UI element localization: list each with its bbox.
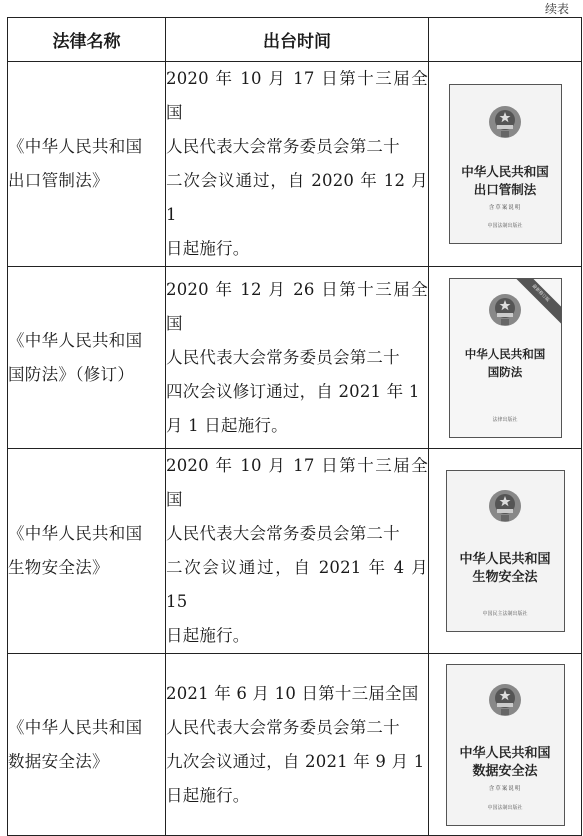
table-row (8, 267, 582, 449)
national-emblem-icon (488, 105, 522, 139)
cover-subtitle: 含草案说明 (488, 785, 522, 792)
table-row (8, 62, 582, 267)
cover-subtitle: 含草案说明 (488, 205, 522, 211)
law-name-line: 《中华人民共和国 (8, 330, 143, 350)
issue-time-line: 四次会议修订通过，自 2021 年 1 (166, 381, 420, 401)
issue-time-line: 人民代表大会常务委员会第二十 (166, 137, 400, 156)
law-name-line: 生物安全法》 (8, 558, 109, 577)
cover-publisher: 中国法制出版社 (487, 223, 523, 229)
cover-title: 中华人民共和国 数据安全法 (459, 745, 551, 779)
cover-title: 中华人民共和国 国防法 (464, 346, 546, 379)
law-name-cell (8, 654, 166, 836)
cover-title: 中华人民共和国 生物安全法 (459, 552, 551, 585)
issue-time-line: 2020 年 10 月 17 日第十三届全国 (166, 69, 428, 122)
law-name-line: 数据安全法》 (8, 751, 109, 771)
cover-cell (429, 62, 582, 267)
issue-time-line: 日起施行。 (166, 626, 250, 645)
issue-time-line: 2020 年 12 月 26 日第十三届全国 (166, 279, 428, 333)
issue-time-line: 2021 年 6 月 10 日第十三届全国 (166, 683, 419, 703)
law-name-line: 出口管制法》 (8, 171, 109, 190)
law-name-line: 《中华人民共和国 (8, 717, 143, 737)
book-cover (449, 278, 562, 438)
header-law-name: 法律名称 (8, 18, 166, 62)
cover-publisher: 中国法制出版社 (487, 804, 523, 811)
book-cover (446, 470, 565, 632)
law-name-line: 国防法》（修订） (8, 364, 135, 384)
law-name-cell (8, 267, 166, 449)
national-emblem-icon (488, 293, 522, 327)
issue-time-line: 人民代表大会常务委员会第二十 (166, 524, 400, 543)
law-name-line: 《中华人民共和国 (8, 524, 143, 543)
issue-time-cell (166, 62, 429, 267)
issue-time-line: 日起施行。 (166, 785, 250, 805)
issue-time-line: 2020 年 10 月 17 日第十三届全国 (166, 456, 428, 509)
book-cover (446, 664, 565, 826)
header-issue-time: 出台时间 (166, 18, 429, 62)
header-cover (429, 18, 582, 62)
table-row (8, 449, 582, 654)
cover-publisher: 中国民主法制出版社 (482, 611, 528, 617)
law-name-cell (8, 62, 166, 267)
issue-time-line: 九次会议通过，自 2021 年 9 月 1 (166, 751, 425, 771)
national-emblem-icon (488, 683, 522, 717)
law-table (7, 17, 582, 836)
issue-time-line: 二次会议通过，自 2021 年 4 月 15 (166, 558, 428, 611)
law-name-line: 《中华人民共和国 (8, 137, 143, 156)
issue-time-cell (166, 654, 429, 836)
issue-time-cell (166, 267, 429, 449)
table-row (8, 654, 582, 836)
book-cover (449, 84, 562, 244)
issue-time-line: 二次会议通过，自 2020 年 12 月 1 (166, 171, 428, 224)
cover-ribbon: 最新修订版 (508, 279, 561, 326)
table-header-row (8, 18, 582, 62)
cover-cell (429, 449, 582, 654)
national-emblem-icon (488, 489, 522, 523)
issue-time-line: 人民代表大会常务委员会第二十 (166, 717, 400, 737)
cover-publisher: 法律出版社 (492, 416, 518, 423)
issue-time-line: 人民代表大会常务委员会第二十 (166, 347, 400, 367)
cover-cell (429, 654, 582, 836)
continued-label: 续表 (544, 2, 569, 16)
issue-time-cell (166, 449, 429, 654)
issue-time-line: 月 1 日起施行。 (166, 415, 288, 435)
law-name-cell (8, 449, 166, 654)
issue-time-line: 日起施行。 (166, 239, 250, 258)
cover-title: 中华人民共和国 出口管制法 (461, 164, 549, 197)
cover-cell (429, 267, 582, 449)
